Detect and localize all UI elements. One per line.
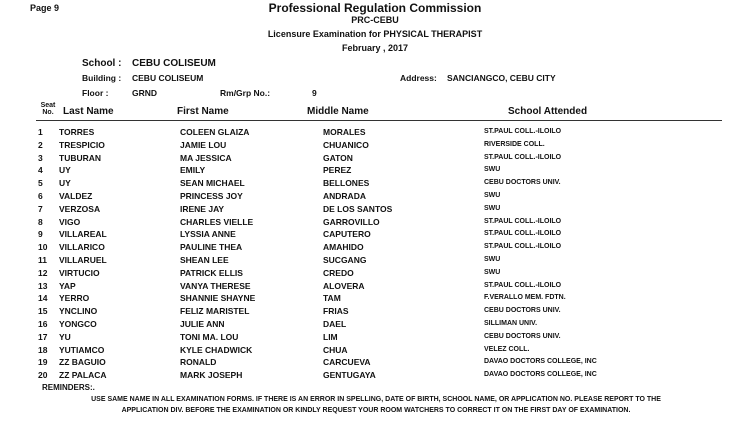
table-row xyxy=(0,319,750,332)
school-value: CEBU COLISEUM xyxy=(132,58,216,69)
exam-date: February , 2017 xyxy=(341,43,409,53)
address-value: SANCIANGCO, CEBU CITY xyxy=(447,73,556,83)
middle-name: GATON xyxy=(323,152,353,163)
table-row xyxy=(0,178,750,191)
first-name: TONI MA. LOU xyxy=(180,331,239,342)
middle-name: GARROVILLO xyxy=(323,216,380,227)
last-name: YAP xyxy=(59,280,76,291)
last-name: UY xyxy=(59,165,71,176)
school-attended: CEBU DOCTORS UNIV. xyxy=(484,307,561,315)
last-name: YU xyxy=(59,331,71,342)
middle-name: ALOVERA xyxy=(323,280,365,291)
first-name: EMILY xyxy=(180,165,206,176)
seat-no: 17 xyxy=(38,331,48,342)
school-attended: ST.PAUL COLL.-ILOILO xyxy=(484,217,562,225)
seat-no: 4 xyxy=(38,165,43,176)
table-row xyxy=(0,370,750,383)
school-attended: DAVAO DOCTORS COLLEGE, INC xyxy=(484,371,597,379)
table-row xyxy=(0,306,750,319)
seat-no: 6 xyxy=(38,190,43,201)
last-name: YNCLINO xyxy=(59,306,98,317)
last-name: TUBURAN xyxy=(59,152,102,163)
first-name: JAMIE LOU xyxy=(180,139,227,150)
middle-name: CHUA xyxy=(323,344,348,355)
last-name: ZZ BAGUIO xyxy=(59,357,106,368)
reminder-line-2: APPLICATION DIV. BEFORE THE EXAMINATION OR KINDLY REQUEST YOUR ROOM WATCHERS TO CORRECT IT ON THE FIRST DAY OF EXAMINATION. xyxy=(121,407,631,414)
last-name: TRESPICIO xyxy=(59,139,105,150)
seat-no: 12 xyxy=(38,267,48,278)
col-first-name-header: First Name xyxy=(177,106,229,117)
school-attended: CEBU DOCTORS UNIV. xyxy=(484,332,561,340)
school-attended: ST.PAUL COLL.-ILOILO xyxy=(484,153,562,161)
seat-no: 18 xyxy=(38,344,48,355)
header-divider xyxy=(36,120,722,121)
school-attended: SWU xyxy=(484,268,501,276)
first-name: IRENE JAY xyxy=(180,203,225,214)
middle-name: DAEL xyxy=(323,318,347,329)
school-attended: RIVERSIDE COLL. xyxy=(484,140,545,148)
middle-name: AMAHIDO xyxy=(323,242,364,253)
middle-name: DE LOS SANTOS xyxy=(323,203,393,214)
seat-no: 1 xyxy=(38,127,43,137)
middle-name: CREDO xyxy=(323,267,354,278)
middle-name: SUCGANG xyxy=(323,254,367,265)
last-name: ZZ PALACA xyxy=(59,370,107,381)
middle-name: GENTUGAYA xyxy=(323,370,376,381)
table-row xyxy=(0,242,750,255)
last-name: VILLARUEL xyxy=(59,254,107,265)
school-attended: DAVAO DOCTORS COLLEGE, INC xyxy=(484,358,597,366)
col-middle-name-header: Middle Name xyxy=(307,106,369,117)
table-row xyxy=(0,165,750,178)
examinee-list xyxy=(0,127,750,383)
last-name: VALDEZ xyxy=(59,190,93,201)
seat-no: 11 xyxy=(38,254,47,265)
first-name: VANYA THERESE xyxy=(180,280,251,291)
seat-no: 7 xyxy=(38,203,43,214)
table-row xyxy=(0,127,750,140)
last-name: VIGO xyxy=(59,216,81,227)
room-label: Rm/Grp No.: xyxy=(220,88,271,98)
table-row xyxy=(0,293,750,306)
seat-no: 13 xyxy=(38,280,48,291)
seat-no: 5 xyxy=(38,178,43,189)
seat-no: 19 xyxy=(38,357,48,368)
middle-name: ANDRADA xyxy=(323,190,366,201)
school-attended: SILLIMAN UNIV. xyxy=(484,319,538,327)
first-name: MA JESSICA xyxy=(180,152,232,163)
middle-name: LIM xyxy=(323,331,338,342)
middle-name: CARCUEVA xyxy=(323,357,371,368)
school-label: School : xyxy=(82,58,122,69)
school-attended: SWU xyxy=(484,191,501,199)
seat-no: 15 xyxy=(38,306,48,317)
school-attended: SWU xyxy=(484,166,501,174)
table-row xyxy=(0,268,750,281)
seat-no: 2 xyxy=(38,139,43,150)
building-label: Building : xyxy=(82,73,122,83)
address-label: Address: xyxy=(400,73,437,83)
table-row xyxy=(0,332,750,345)
table-row xyxy=(0,357,750,370)
last-name: YERRO xyxy=(59,293,90,304)
school-attended: CEBU DOCTORS UNIV. xyxy=(484,179,561,187)
school-attended: SWU xyxy=(484,204,501,212)
exam-title: Licensure Examination for PHYSICAL THERAPIST xyxy=(267,29,483,39)
middle-name: PEREZ xyxy=(323,165,352,176)
first-name: PATRICK ELLIS xyxy=(180,267,243,278)
table-row xyxy=(0,229,750,242)
school-attended: ST.PAUL COLL.-ILOILO xyxy=(484,230,562,238)
first-name: RONALD xyxy=(180,357,217,368)
middle-name: CHUANICO xyxy=(323,139,369,150)
last-name: YUTIAMCO xyxy=(59,344,105,355)
middle-name: BELLONES xyxy=(323,178,370,189)
school-attended: ST.PAUL COLL.-ILOILO xyxy=(484,243,562,251)
page-number: Page 9 xyxy=(30,3,60,13)
middle-name: TAM xyxy=(323,293,341,304)
seat-no: 20 xyxy=(38,370,48,381)
last-name: VILLARICO xyxy=(59,242,105,253)
last-name: VILLAREAL xyxy=(59,229,107,240)
office-name: PRC-CEBU xyxy=(351,15,399,25)
building-value: CEBU COLISEUM xyxy=(132,73,204,83)
col-last-name-header: Last Name xyxy=(63,106,114,117)
school-attended: VELEZ COLL. xyxy=(484,345,530,353)
table-row xyxy=(0,153,750,166)
commission-title: Professional Regulation Commission xyxy=(268,1,482,15)
first-name: CHARLES VIELLE xyxy=(180,216,254,227)
middle-name: FRIAS xyxy=(323,306,349,317)
first-name: COLEEN GLAIZA xyxy=(180,127,250,137)
first-name: PAULINE THEA xyxy=(180,242,243,253)
last-name: VERZOSA xyxy=(59,203,101,214)
school-attended: SWU xyxy=(484,255,501,263)
col-seat-header: Seat No. xyxy=(40,102,56,116)
seat-no: 14 xyxy=(38,293,48,304)
reminders-label: REMINDERS:. xyxy=(42,383,95,392)
seat-no: 10 xyxy=(38,242,48,253)
table-row xyxy=(0,140,750,153)
first-name: LYSSIA ANNE xyxy=(180,229,236,240)
first-name: PRINCESS JOY xyxy=(180,190,243,201)
first-name: SEAN MICHAEL xyxy=(180,178,245,189)
reminder-line-1: USE SAME NAME IN ALL EXAMINATION FORMS. IF THERE IS AN ERROR IN SPELLING, DATE OF BIRTH, SCHOOL NAME, OR APPLICATION NO. PLEASE REPORT TO THE xyxy=(91,396,661,403)
last-name: UY xyxy=(59,178,71,189)
table-row xyxy=(0,204,750,217)
first-name: SHANNIE SHAYNE xyxy=(180,293,256,304)
first-name: SHEAN LEE xyxy=(180,254,229,265)
seat-no: 3 xyxy=(38,152,43,163)
table-row xyxy=(0,191,750,204)
last-name: TORRES xyxy=(59,127,95,137)
school-attended: F.VERALLO MEM. FDTN. xyxy=(484,294,566,302)
seat-no: 16 xyxy=(38,318,48,329)
middle-name: MORALES xyxy=(323,127,366,137)
first-name: KYLE CHADWICK xyxy=(180,344,253,355)
middle-name: CAPUTERO xyxy=(323,229,371,240)
table-row xyxy=(0,345,750,358)
last-name: YONGCO xyxy=(59,318,97,329)
first-name: FELIZ MARISTEL xyxy=(180,306,250,317)
floor-value: GRND xyxy=(132,88,158,98)
school-attended: ST.PAUL COLL.-ILOILO xyxy=(484,281,562,289)
seat-no: 8 xyxy=(38,216,43,227)
school-attended: ST.PAUL COLL.-ILOILO xyxy=(484,128,562,135)
floor-label: Floor : xyxy=(82,88,109,98)
room-value: 9 xyxy=(312,88,317,98)
table-row xyxy=(0,281,750,294)
col-school-header: School Attended xyxy=(508,106,588,117)
last-name: VIRTUCIO xyxy=(59,267,100,278)
table-row xyxy=(0,217,750,230)
seat-no: 9 xyxy=(38,229,43,240)
first-name: JULIE ANN xyxy=(180,318,225,329)
first-name: MARK JOSEPH xyxy=(180,370,243,381)
table-row xyxy=(0,255,750,268)
